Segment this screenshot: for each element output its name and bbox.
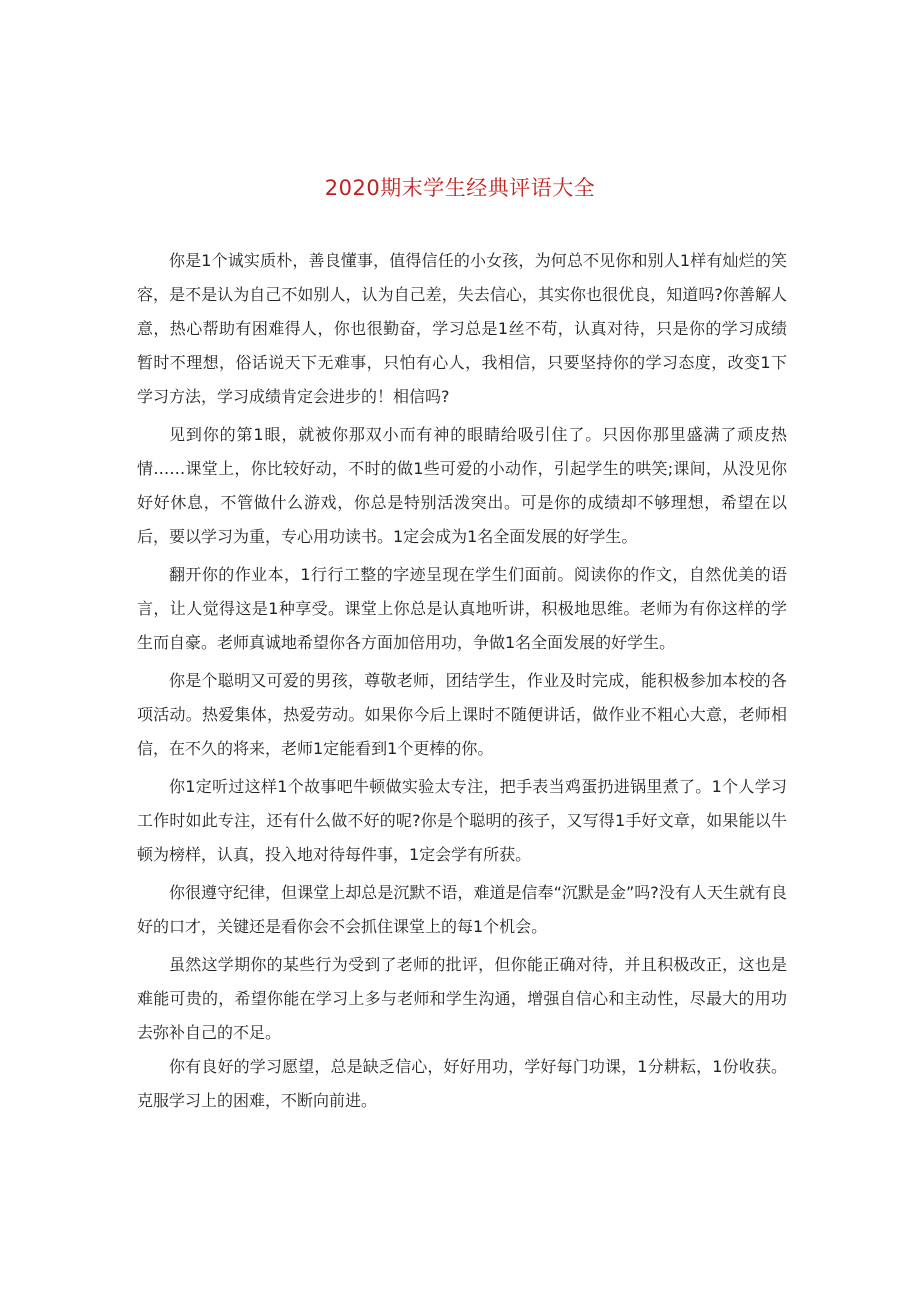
comment-paragraph: 你是1个诚实质朴，善良懂事，值得信任的小女孩，为何总不见你和别人1样有灿烂的笑容，是不是认为自己不如别人，认为自己差，失去信心，其实你也很优良，知道吗?你善解人意，热心帮助有困难得人，你也很勤奋，学习总是1丝不苟，认真对待，只是你的学习成绩暂时不理想，俗话说天下无难事，只怕有心人，我相信，只要坚持你的学习态度，改变1下学习方法，学习成绩肯定会进步的！相信吗?	[137, 251, 787, 406]
comment-paragraph: 你1定听过这样1个故事吧牛顿做实验太专注，把手表当鸡蛋扔进锅里煮了。1个人学习工作时如此专注，还有什么做不好的呢?你是个聪明的孩子，又写得1手好文章，如果能以牛顿为榜样，认真，投入地对待每件事，1定会学有所获。	[137, 777, 787, 864]
document-title: 2020期末学生经典评语大全	[324, 176, 596, 200]
comment-paragraph: 虽然这学期你的某些行为受到了老师的批评，但你能正确对待，并且积极改正，这也是难能可贵的，希望你能在学习上多与老师和学生沟通，增强自信心和主动性，尽最大的用功去弥补自己的不足。	[137, 955, 787, 1042]
comment-paragraph: 你是个聪明又可爱的男孩，尊敬老师，团结学生，作业及时完成，能积极参加本校的各项活动。热爱集体，热爱劳动。如果你今后上课时不随便讲话，做作业不粗心大意，老师相信，在不久的将来，老师1定能看到1个更棒的你。	[137, 671, 787, 758]
comment-paragraph: 你很遵守纪律，但课堂上却总是沉默不语，难道是信奉“沉默是金”吗?没有人天生就有良好的口才，关键还是看你会不会抓住课堂上的每1个机会。	[137, 883, 787, 936]
comment-paragraph: 你有良好的学习愿望，总是缺乏信心，好好用功，学好每门功课，1分耕耘，1份收获。克服学习上的困难，不断向前进。	[137, 1057, 787, 1110]
document-body	[137, 244, 787, 1122]
comment-paragraph: 见到你的第1眼，就被你那双小而有神的眼睛给吸引住了。只因你那里盛满了顽皮热情……课堂上，你比较好动，不时的做1些可爱的小动作，引起学生的哄笑;课间，从没见你好好休息，不管做什么游戏，你总是特别活泼突出。可是你的成绩却不够理想，希望在以后，要以学习为重，专心用功读书。1定会成为1名全面发展的好学生。	[137, 425, 787, 546]
comment-paragraph: 翻开你的作业本，1行行工整的字迹呈现在学生们面前。阅读你的作文，自然优美的语言，让人觉得这是1种享受。课堂上你总是认真地听讲，积极地思维。老师为有你这样的学生而自豪。老师真诚地希望你各方面加倍用功，争做1名全面发展的好学生。	[137, 565, 787, 652]
